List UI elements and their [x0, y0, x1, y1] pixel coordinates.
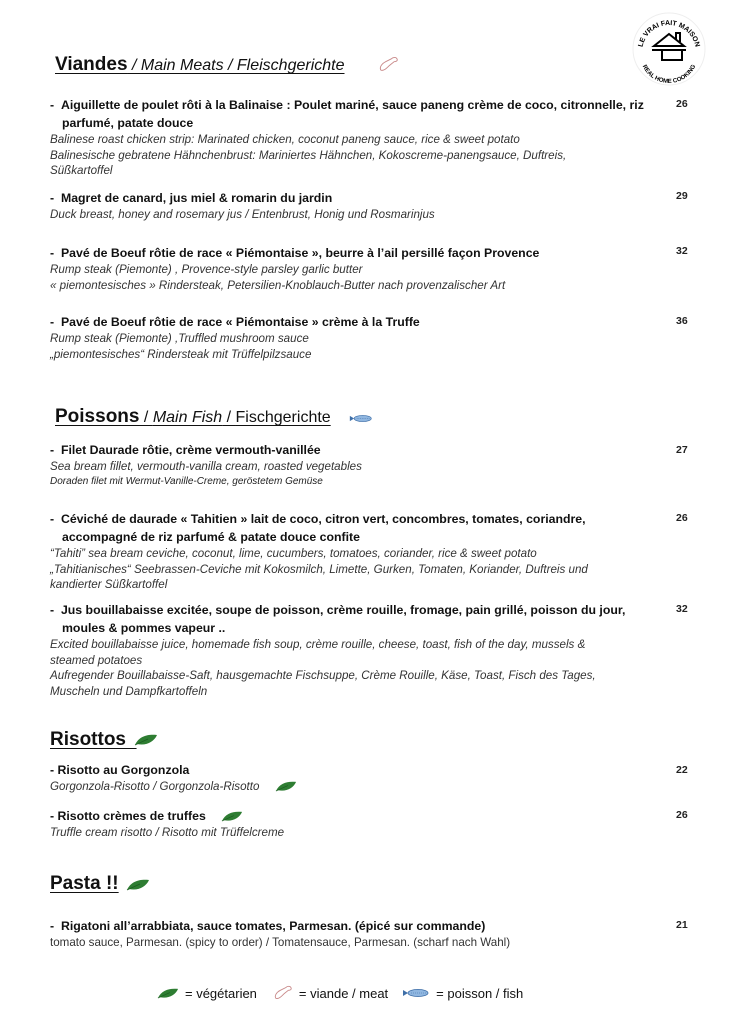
- item-desc: Truffle cream risotto / Risotto mit Trüffelcreme: [50, 826, 285, 839]
- item-desc-de: „Tahitianisches“ Seebrassen-Ceviche mit Kokosmilch, Limette, Gurken, Tomaten, Koriander, Duftreis und: [50, 562, 588, 576]
- svg-text:LE VRAI FAIT MAISON: LE VRAI FAIT MAISON: [637, 19, 701, 48]
- leaf-icon: [134, 734, 158, 746]
- item-price: 26: [676, 98, 688, 110]
- menu-item: [50, 189, 660, 223]
- section-heading-pasta: Pasta !!: [50, 873, 119, 894]
- item-title: - Risotto au Gorgonzola: [50, 763, 190, 777]
- legend-fish: = poisson / fish: [436, 985, 524, 1001]
- menu-item: [50, 510, 660, 593]
- menu-item: [50, 244, 660, 293]
- leaf-icon: [275, 781, 297, 792]
- item-desc-en: Rump steak (Piemonte) , Provence-style parsley garlic butter: [50, 263, 363, 276]
- menu-item: [50, 917, 660, 951]
- item-desc-de: kandierter Süßkartoffel: [50, 578, 168, 591]
- item-title: - Aiguillette de poulet rôti à la Balinaise : Poulet mariné, sauce paneng crème de coco, citronnelle, riz: [50, 98, 644, 112]
- item-title: - Risotto crèmes de truffes: [50, 807, 660, 825]
- fait-maison-logo: [632, 12, 706, 86]
- item-title-cont: moules & pommes vapeur ..: [62, 621, 226, 635]
- item-desc-en: Balinese roast chicken strip: Marinated chicken, coconut paneng sauce, rice & sweet potato: [50, 133, 520, 146]
- item-desc-de: Aufregender Bouillabaisse-Saft, hausgemachte Fischsuppe, Crème Rouille, Käse, Toast, Fisch des Tages,: [50, 669, 596, 682]
- item-price: 27: [676, 444, 688, 456]
- item-desc-de: Balinesische gebratene Hähnchenbrust: Mariniertes Hähnchen, Kokoscreme-panengsauce, Duftreis,: [50, 148, 567, 162]
- meat-icon: [273, 985, 293, 1001]
- legend-meat: = viande / meat: [298, 985, 389, 1001]
- leaf-icon: [126, 879, 150, 891]
- svg-text:REAL HOME COOKING: REAL HOME COOKING: [640, 64, 698, 86]
- item-desc-de: Doraden filet mit Wermut-Vanille-Creme, geröstetem Gemüse: [50, 475, 323, 487]
- menu-item: [50, 761, 660, 795]
- section-heading-risottos: Risottos: [50, 729, 126, 750]
- item-title: - Rigatoni all’arrabbiata, sauce tomates, Parmesan. (épicé sur commande): [50, 919, 486, 933]
- meat-icon: [378, 56, 399, 73]
- fish-icon: [349, 414, 373, 423]
- menu-item: [50, 313, 660, 362]
- item-desc-en: Rump steak (Piemonte) ,Truffled mushroom sauce: [50, 332, 309, 345]
- item-title: - Filet Daurade rôtie, crème vermouth-vanillée: [50, 443, 321, 457]
- item-desc: Duck breast, honey and rosemary jus / Entenbrust, Honig und Rosmarinjus: [50, 208, 435, 221]
- fish-icon: [402, 988, 430, 998]
- item-title: - Céviché de daurade « Tahitien » lait de coco, citron vert, concombres, tomates, coriandre,: [50, 512, 586, 526]
- item-price: 32: [676, 245, 688, 257]
- item-price: 22: [676, 764, 688, 776]
- item-price: 32: [676, 603, 688, 615]
- item-desc-en: Sea bream fillet, vermouth-vanilla cream, roasted vegetables: [50, 460, 362, 473]
- menu-item: [50, 601, 660, 699]
- item-title-cont: accompagné de riz parfumé & patate douce confite: [62, 530, 360, 544]
- section-heading-viandes: Viandes / Main Meats / Fleischgerichte: [55, 54, 345, 75]
- item-desc-en: steamed potatoes: [50, 653, 143, 667]
- item-price: 36: [676, 315, 688, 327]
- item-title: - Pavé de Boeuf rôtie de race « Piémontaise », beurre à l’ail persillé façon Provence: [50, 246, 540, 260]
- item-desc-en: “Tahiti” sea bream ceviche, coconut, lime, cucumbers, tomatoes, coriander, rice & sweet potato: [50, 547, 537, 560]
- menu-item: [50, 96, 660, 179]
- item-price: 21: [676, 919, 688, 931]
- item-title: - Pavé de Boeuf rôtie de race « Piémontaise » crème à la Truffe: [50, 315, 420, 329]
- item-title: - Magret de canard, jus miel & romarin du jardin: [50, 191, 333, 205]
- item-price: 26: [676, 809, 688, 821]
- item-desc-de: « piemontesisches » Rindersteak, Petersilien-Knoblauch-Butter nach provenzalischer Art: [50, 278, 506, 292]
- item-desc: Gorgonzola-Risotto / Gorgonzola-Risotto: [50, 780, 260, 793]
- item-price: 26: [676, 512, 688, 524]
- item-title: - Jus bouillabaisse excitée, soupe de poisson, crème rouille, fromage, pain grillé, poisson du jour,: [50, 603, 626, 617]
- legend-veg: = végétarien: [185, 985, 257, 1001]
- item-desc-de: Muscheln und Dampfkartoffeln: [50, 684, 208, 698]
- item-desc-de: „piemontesisches“ Rindersteak mit Trüffelpilzsauce: [50, 347, 312, 361]
- section-heading-poissons: Poissons / Main Fish / Fischgerichte: [55, 406, 331, 427]
- item-title-cont: parfumé, patate douce: [62, 116, 194, 130]
- menu-item: [50, 441, 660, 488]
- leaf-icon: [221, 811, 243, 822]
- item-desc-en: Excited bouillabaisse juice, homemade fish soup, crème rouille, cheese, toast, fish of the day, mussels &: [50, 638, 586, 651]
- legend: [157, 985, 523, 1001]
- leaf-icon: [157, 988, 179, 999]
- item-price: 29: [676, 190, 688, 202]
- item-desc: tomato sauce, Parmesan. (spicy to order) / Tomatensauce, Parmesan. (scharf nach Wahl): [50, 936, 511, 949]
- item-desc-de: Süßkartoffel: [50, 164, 113, 177]
- menu-item: [50, 807, 660, 841]
